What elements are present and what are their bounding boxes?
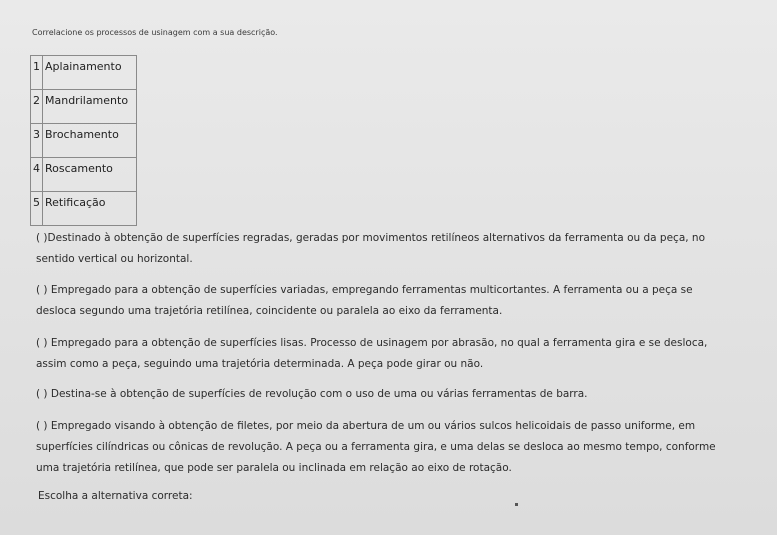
table-row bbox=[31, 124, 137, 158]
process-name: Brochamento bbox=[43, 124, 137, 158]
description-line: ( ) Empregado visando à obtenção de filetes, por meio da abertura de um ou vários sulcos helicoidais de passo uniforme, em bbox=[36, 420, 696, 432]
process-number: 4 bbox=[31, 158, 43, 192]
description-line: desloca segundo uma trajetória retilínea, coincidente ou paralela ao eixo da ferramenta. bbox=[36, 305, 503, 317]
process-table bbox=[30, 55, 137, 226]
description-item-2 bbox=[36, 280, 766, 322]
table-row bbox=[31, 192, 137, 226]
mouse-cursor-icon bbox=[515, 503, 518, 506]
process-number: 5 bbox=[31, 192, 43, 226]
process-number: 1 bbox=[31, 56, 43, 90]
table-row bbox=[31, 90, 137, 124]
table-row bbox=[31, 56, 137, 90]
description-line: ( ) Empregado para a obtenção de superfícies variadas, empregando ferramentas multicortantes. A ferramenta ou a peça se bbox=[36, 284, 693, 296]
process-number: 2 bbox=[31, 90, 43, 124]
description-line: ( ) Empregado para a obtenção de superfícies lisas. Processo de usinagem por abrasão, no qual a ferramenta gira e se desloca, bbox=[36, 337, 708, 349]
description-line: assim como a peça, seguindo uma trajetória determinada. A peça pode girar ou não. bbox=[36, 358, 484, 370]
process-name: Mandrilamento bbox=[43, 90, 137, 124]
process-name: Aplainamento bbox=[43, 56, 137, 90]
description-line: uma trajetória retilínea, que pode ser paralela ou inclinada em relação ao eixo de rotação. bbox=[36, 462, 512, 474]
process-name: Roscamento bbox=[43, 158, 137, 192]
description-line: sentido vertical ou horizontal. bbox=[36, 253, 193, 265]
description-line: ( ) Destina-se à obtenção de superfícies de revolução com o uso de uma ou várias ferramentas de barra. bbox=[36, 388, 588, 400]
description-item-5 bbox=[36, 416, 766, 479]
answer-prompt: Escolha a alternativa correta: bbox=[38, 490, 193, 502]
description-item-1 bbox=[36, 228, 766, 270]
description-line: superfícies cilíndricas ou cônicas de revolução. A peça ou a ferramenta gira, e uma delas se desloca ao mesmo tempo, conforme bbox=[36, 441, 716, 453]
table-row bbox=[31, 158, 137, 192]
description-line: ( )Destinado à obtenção de superfícies regradas, geradas por movimentos retilíneos alternativos da ferramenta ou da peça, no bbox=[36, 232, 706, 244]
description-item-4 bbox=[36, 384, 766, 405]
process-number: 3 bbox=[31, 124, 43, 158]
description-item-3 bbox=[36, 333, 766, 375]
process-name: Retificação bbox=[43, 192, 137, 226]
instruction-text: Correlacione os processos de usinagem com a sua descrição. bbox=[32, 28, 278, 37]
